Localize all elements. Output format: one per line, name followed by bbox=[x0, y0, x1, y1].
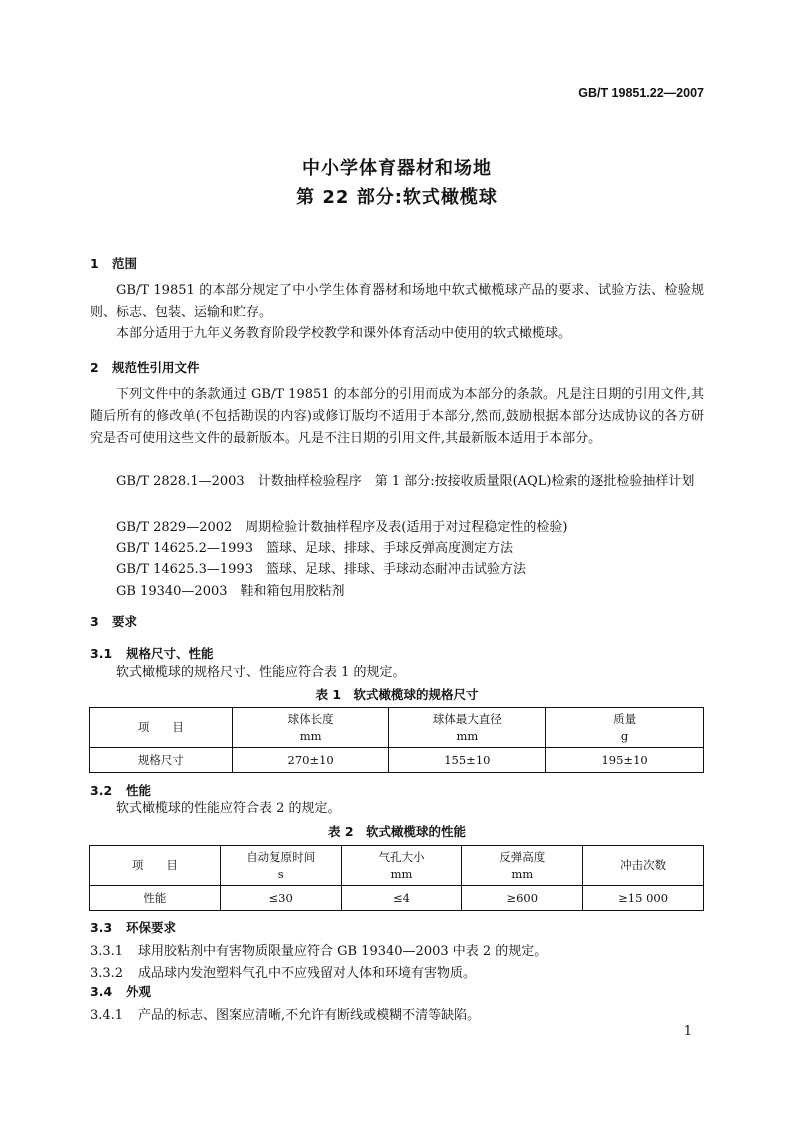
table-cell: 规格尺寸 bbox=[90, 748, 233, 773]
table-cell: 270±10 bbox=[232, 748, 389, 773]
table-header bbox=[546, 708, 704, 748]
table-cell: 195±10 bbox=[546, 748, 704, 773]
table-header bbox=[220, 846, 341, 886]
section-3-heading bbox=[90, 612, 137, 630]
table-cell: 155±10 bbox=[389, 748, 546, 773]
table-2 bbox=[89, 845, 704, 911]
header-unit: mm bbox=[511, 866, 534, 881]
section-1-heading bbox=[90, 254, 137, 272]
reference-item: GB/T 14625.3—1993 篮球、足球、排球、手球动态耐冲击试验方法 bbox=[116, 562, 526, 577]
section-number: 3 bbox=[90, 614, 99, 629]
table-header bbox=[232, 708, 389, 748]
paragraph: GB/T 19851 的本部分规定了中小学生体育器材和场地中软式橄榄球产品的要求、试验方法、检验规则、标志、包装、运输和贮存。 bbox=[90, 283, 704, 320]
table-1 bbox=[89, 707, 704, 773]
section-number: 3.2 bbox=[90, 783, 113, 798]
table-header: 冲击次数 bbox=[583, 846, 704, 886]
header-unit: mm bbox=[456, 728, 479, 743]
header-label: 质量 bbox=[613, 711, 637, 726]
subsection-3-3-heading bbox=[90, 918, 176, 936]
subsection-3-1-heading bbox=[90, 644, 214, 662]
reference-item: GB/T 2828.1—2003 计数抽样检验程序 第 1 部分:按接收质量限(AQL)检索的逐批检验抽样计划 bbox=[116, 474, 695, 489]
header-label: 气孔大小 bbox=[378, 849, 425, 864]
table-header bbox=[341, 846, 462, 886]
header-unit: mm bbox=[299, 728, 322, 743]
page-number: 1 bbox=[683, 1024, 692, 1039]
table-row bbox=[90, 748, 704, 773]
clause-3-3-1 bbox=[90, 940, 547, 959]
table-header bbox=[389, 708, 546, 748]
section-number: 1 bbox=[90, 256, 99, 271]
header-label: 反弹高度 bbox=[499, 849, 546, 864]
table-1-caption: 表 1 软式橄榄球的规格尺寸 bbox=[315, 687, 479, 702]
header-unit: s bbox=[277, 866, 284, 881]
reference-item: GB/T 14625.2—1993 篮球、足球、排球、手球反弹高度测定方法 bbox=[116, 541, 513, 556]
section-number: 3.3 bbox=[90, 920, 113, 935]
subsection-3-2-heading bbox=[90, 781, 151, 799]
clause-text: 球用胶粘剂中有害物质限量应符合 GB 19340—2003 中表 2 的规定。 bbox=[138, 944, 548, 959]
reference-item: GB/T 2829—2002 周期检验计数抽样程序及表(适用于对过程稳定性的检验) bbox=[116, 520, 568, 535]
clause-number: 3.3.1 bbox=[90, 944, 124, 959]
section-number: 3.1 bbox=[90, 646, 113, 661]
section-title: 规范性引用文件 bbox=[112, 360, 200, 375]
table-header: 项 目 bbox=[90, 708, 233, 748]
table-2-caption: 表 2 软式橄榄球的性能 bbox=[327, 824, 467, 839]
section-title: 性能 bbox=[126, 783, 152, 798]
paragraph: 软式橄榄球的性能应符合表 2 的规定。 bbox=[116, 801, 341, 816]
section-title: 外观 bbox=[126, 984, 152, 999]
section-title: 规格尺寸、性能 bbox=[126, 646, 214, 661]
clause-text: 产品的标志、图案应清晰,不允许有断线或模糊不清等缺陷。 bbox=[138, 1008, 481, 1023]
subsection-3-4-heading bbox=[90, 982, 151, 1000]
clause-3-4-1 bbox=[90, 1004, 480, 1023]
header-label: 自动复原时间 bbox=[246, 849, 316, 864]
clause-number: 3.4.1 bbox=[90, 1008, 124, 1023]
header-label: 球体长度 bbox=[287, 711, 334, 726]
document-title: 中小学体育器材和场地 bbox=[302, 158, 492, 179]
clause-text: 成品球内发泡塑料气孔中不应残留对人体和环境有害物质。 bbox=[138, 966, 477, 981]
paragraph: 本部分适用于九年义务教育阶段学校教学和课外体育活动中使用的软式橄榄球。 bbox=[116, 326, 572, 341]
section-number: 3.4 bbox=[90, 984, 113, 999]
section-title: 范围 bbox=[112, 256, 138, 271]
table-header: 项 目 bbox=[90, 846, 221, 886]
header-label: 球体最大直径 bbox=[432, 711, 502, 726]
reference-item: GB 19340—2003 鞋和箱包用胶粘剂 bbox=[116, 584, 345, 599]
table-cell: ≤30 bbox=[220, 886, 341, 911]
table-cell: ≥600 bbox=[462, 886, 583, 911]
clause-number: 3.3.2 bbox=[90, 966, 124, 981]
section-title: 环保要求 bbox=[126, 920, 177, 935]
table-row bbox=[90, 886, 704, 911]
paragraph: 软式橄榄球的规格尺寸、性能应符合表 1 的规定。 bbox=[116, 665, 406, 680]
header-unit: g bbox=[620, 728, 629, 743]
header-unit: mm bbox=[390, 866, 413, 881]
paragraph: 下列文件中的条款通过 GB/T 19851 的本部分的引用而成为本部分的条款。凡是注日期的引用文件,其随后所有的修改单(不包括勘误的内容)或修订版均不适用于本部分,然而,鼓励根据本部分达成协议的各方研究是否可使用这些文件的最新版本。凡是不注日期的引用文件,其最新版本适用于本部分。 bbox=[90, 387, 704, 446]
document-subtitle: 第 22 部分:软式橄榄球 bbox=[296, 187, 498, 208]
section-2-heading bbox=[90, 358, 200, 376]
table-cell: ≤4 bbox=[341, 886, 462, 911]
table-cell: ≥15 000 bbox=[583, 886, 704, 911]
clause-3-3-2 bbox=[90, 962, 476, 981]
table-header bbox=[462, 846, 583, 886]
section-number: 2 bbox=[90, 360, 99, 375]
section-title: 要求 bbox=[112, 614, 138, 629]
table-cell: 性能 bbox=[90, 886, 221, 911]
standard-number: GB/T 19851.22—2007 bbox=[578, 86, 704, 100]
